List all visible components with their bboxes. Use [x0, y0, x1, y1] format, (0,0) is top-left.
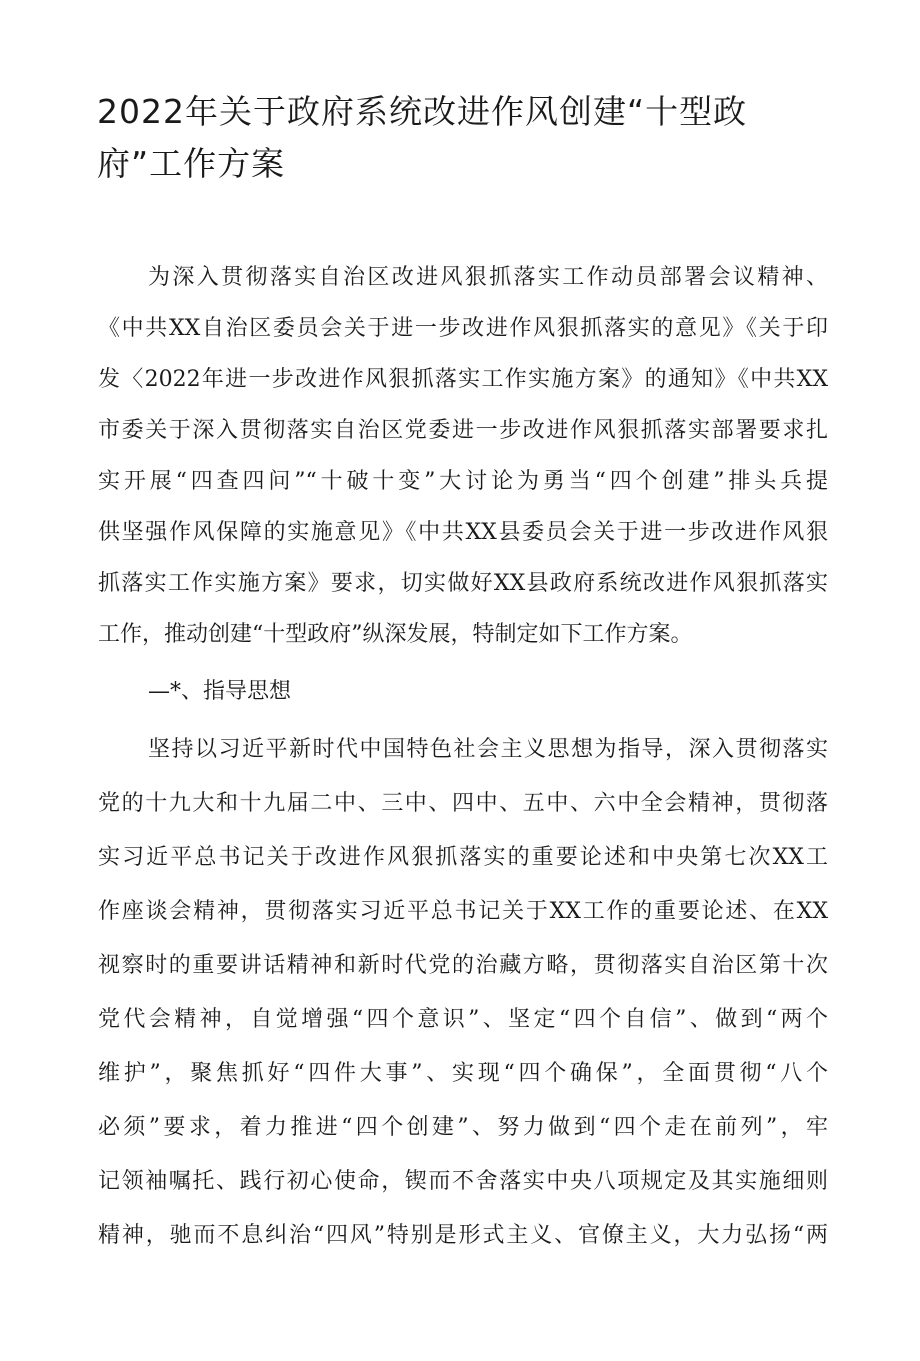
- text-line: 市委关于深入贯彻落实自治区党委进一步改进作风狠抓落实部署要求扎: [98, 418, 828, 443]
- text-line: 供坚强作风保障的实施意见》《中共XX县委员会关于进一步改进作风狠: [98, 520, 828, 545]
- text-line: 精神，驰而不息纠治“四风”特别是形式主义、官僚主义，大力弘扬“两: [98, 1223, 828, 1248]
- text-line: 实开展“四查四问”“十破十变”大讨论为勇当“四个创建”排头兵提: [98, 469, 828, 494]
- text-line: 发〈2022年进一步改进作风狠抓落实工作实施方案》的通知》《中共XX: [98, 367, 828, 392]
- text-line: 抓落实工作实施方案》要求，切实做好XX县政府系统改进作风狠抓落实: [98, 571, 828, 596]
- text-line: 党代会精神，自觉增强“四个意识”、坚定“四个自信”、做到“两个: [98, 1007, 828, 1032]
- text-line: 工作，推动创建“十型政府”纵深发展，特制定如下工作方案。: [98, 622, 693, 647]
- text-line: 视察时的重要讲话精神和新时代党的治藏方略，贯彻落实自治区第十次: [98, 953, 828, 978]
- text-line: 维护”，聚焦抓好“四件大事”、实现“四个确保”，全面贯彻“八个: [98, 1061, 828, 1086]
- text-line: 实习近平总书记关于改进作风狠抓落实的重要论述和中央第七次XX工: [98, 845, 828, 870]
- text-line: 为深入贯彻落实自治区改进风狠抓落实工作动员部署会议精神、: [148, 265, 828, 290]
- section-heading: —*、指导思想: [148, 679, 292, 704]
- text-line: 党的十九大和十九届二中、三中、四中、五中、六中全会精神，贯彻落: [98, 791, 828, 816]
- text-line: 《中共XX自治区委员会关于进一步改进作风狠抓落实的意见》《关于印: [98, 316, 828, 341]
- text-line: 作座谈会精神，贯彻落实习近平总书记关于XX工作的重要论述、在XX: [98, 899, 828, 924]
- document-title: 2022年关于政府系统改进作风创建“十型政府”工作方案: [97, 92, 748, 183]
- text-line: 必须”要求，着力推进“四个创建”、努力做到“四个走在前列”，牢: [98, 1115, 828, 1140]
- text-line: 坚持以习近平新时代中国特色社会主义思想为指导，深入贯彻落实: [148, 737, 828, 762]
- text-line: 记领袖嘱托、践行初心使命，锲而不舍落实中央八项规定及其实施细则: [98, 1169, 828, 1194]
